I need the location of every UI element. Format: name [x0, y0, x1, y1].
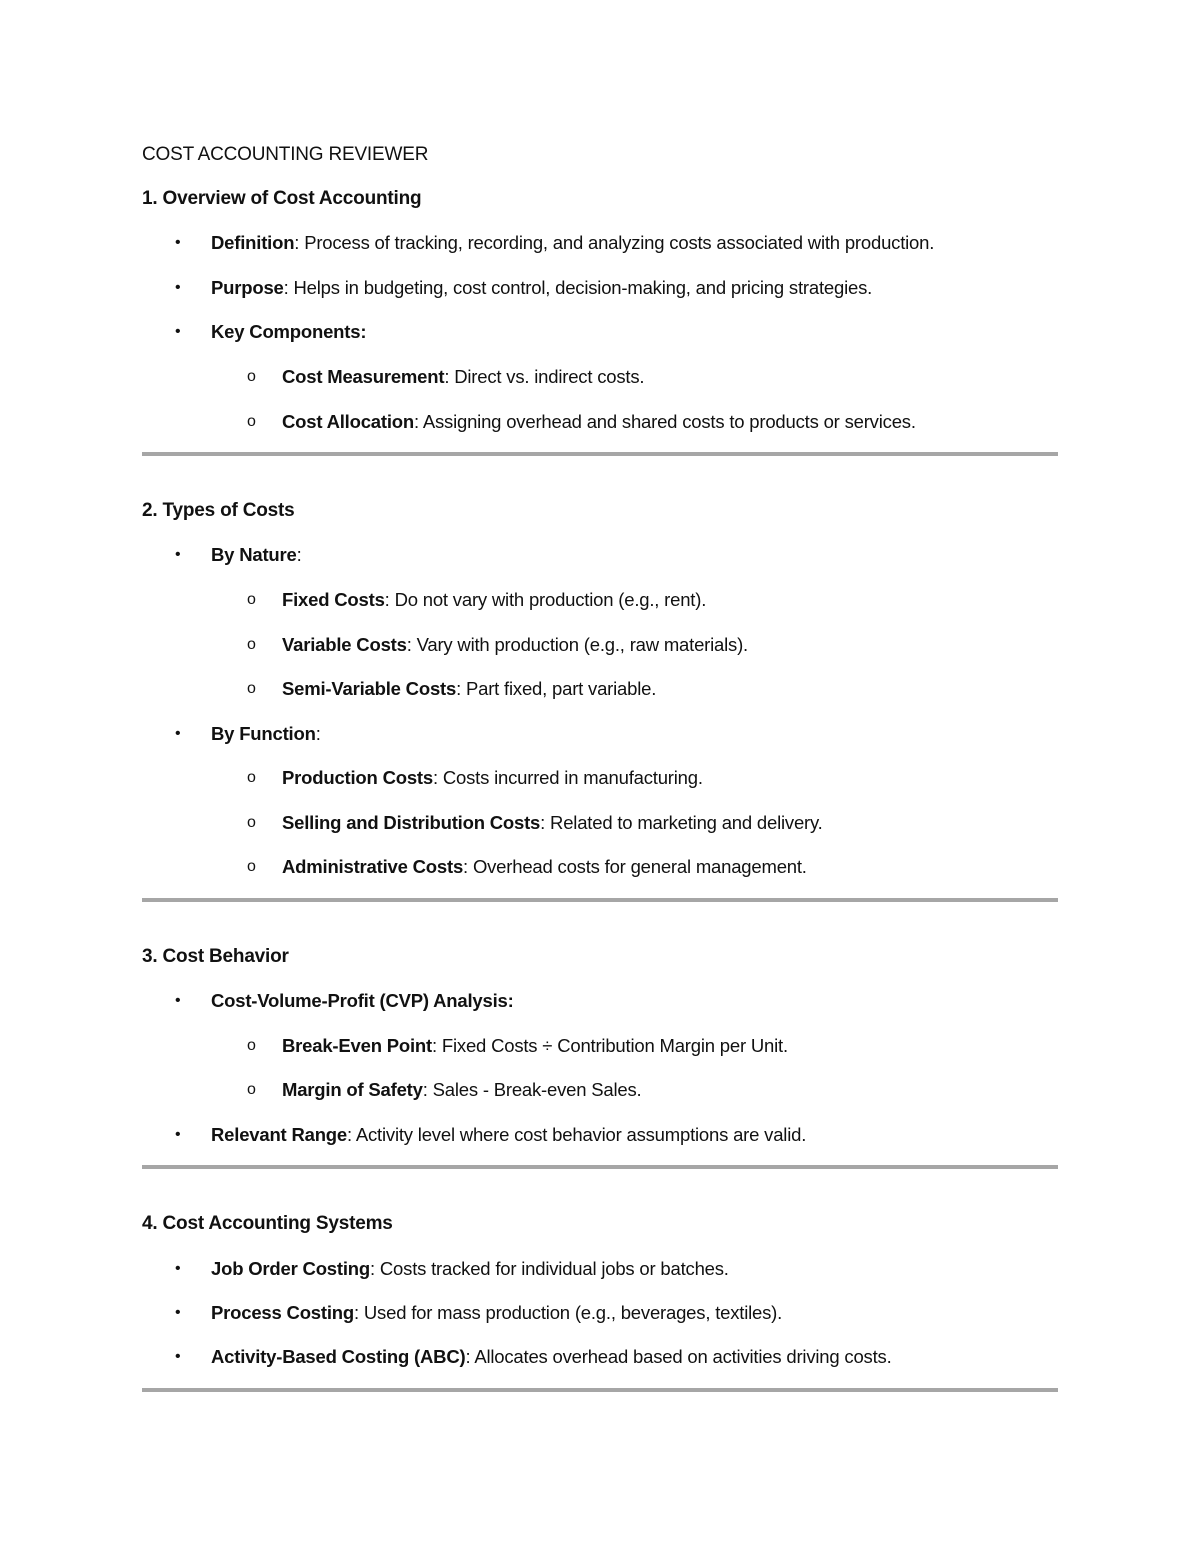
horizontal-rule [142, 1388, 1058, 1392]
item-term: Relevant Range [211, 1124, 347, 1145]
sub-list-item: o Break-Even Point: Fixed Costs ÷ Contribution Margin per Unit. [142, 1033, 1058, 1059]
sub-list-item: o Administrative Costs: Overhead costs for general management. [142, 854, 1058, 880]
item-term: Production Costs [282, 767, 433, 788]
item-term: Purpose [211, 277, 284, 298]
list-item: • By Function: [142, 721, 1058, 747]
list-item: • Purpose: Helps in budgeting, cost control, decision-making, and pricing strategies. [142, 275, 1058, 301]
bullet-icon: • [175, 279, 181, 296]
item-text: Do not vary with production (e.g., rent). [389, 589, 707, 610]
item-text: Costs tracked for individual jobs or batches. [374, 1258, 729, 1279]
item-text: Costs incurred in manufacturing. [437, 767, 703, 788]
circle-bullet-icon: o [247, 591, 256, 608]
bullet-icon: • [175, 323, 181, 340]
list-item [142, 319, 1058, 345]
item-term: Fixed Costs [282, 589, 385, 610]
item-text: Vary with production (e.g., raw materials). [411, 634, 748, 655]
bullet-icon: • [175, 546, 181, 563]
item-text: Used for mass production (e.g., beverages, textiles). [358, 1302, 783, 1323]
item-term: Definition [211, 232, 295, 253]
item-term: Process Costing [211, 1302, 354, 1323]
sub-list-item: o Production Costs: Costs incurred in manufacturing. [142, 765, 1058, 791]
bullet-icon: • [175, 1126, 181, 1143]
item-text: Helps in budgeting, cost control, decision-making, and pricing strategies. [288, 277, 873, 298]
sub-list-item: o Variable Costs: Vary with production (e.g., raw materials). [142, 632, 1058, 658]
list-item: • Job Order Costing: Costs tracked for individual jobs or batches. [142, 1256, 1058, 1282]
item-text: Assigning overhead and shared costs to products or services. [418, 411, 916, 432]
item-term: Semi-Variable Costs [282, 678, 457, 699]
sub-list-item: o Semi-Variable Costs: Part fixed, part variable. [142, 676, 1058, 702]
sub-list-item: o Cost Allocation: Assigning overhead and shared costs to products or services. [142, 409, 1058, 435]
list-item: • Relevant Range: Activity level where cost behavior assumptions are valid. [142, 1122, 1058, 1148]
section-heading-2: 2. Types of Costs [142, 500, 295, 521]
item-term: Administrative Costs [282, 856, 464, 877]
bullet-icon: • [175, 234, 181, 251]
item-text: Process of tracking, recording, and analyzing costs associated with production. [299, 232, 935, 253]
item-text: Activity level where cost behavior assumptions are valid. [351, 1124, 807, 1145]
item-term: Break-Even Point [282, 1035, 432, 1056]
item-term: Cost Measurement [282, 366, 445, 387]
circle-bullet-icon: o [247, 814, 256, 831]
section-heading-3: 3. Cost Behavior [142, 946, 289, 967]
list-item [142, 988, 1058, 1014]
list-item: • Activity-Based Costing (ABC): Allocates overhead based on activities driving costs. [142, 1344, 1058, 1370]
item-term: Margin of Safety [282, 1079, 423, 1100]
item-text: Allocates overhead based on activities driving costs. [470, 1346, 892, 1367]
item-text: Direct vs. indirect costs. [449, 366, 645, 387]
circle-bullet-icon: o [247, 368, 256, 385]
circle-bullet-icon: o [247, 858, 256, 875]
sub-list-item: o Margin of Safety: Sales - Break-even Sales. [142, 1077, 1058, 1103]
item-text: Sales - Break-even Sales. [427, 1079, 642, 1100]
item-term: Key Components: [211, 321, 367, 342]
item-text: Part fixed, part variable. [461, 678, 657, 699]
document-title: COST ACCOUNTING REVIEWER [142, 144, 429, 165]
sub-list-item: o Fixed Costs: Do not vary with production (e.g., rent). [142, 587, 1058, 613]
circle-bullet-icon: o [247, 636, 256, 653]
circle-bullet-icon: o [247, 680, 256, 697]
item-term: By Nature [211, 544, 297, 565]
item-term: Cost Allocation [282, 411, 414, 432]
item-text: Related to marketing and delivery. [545, 812, 823, 833]
list-item: • By Nature: [142, 542, 1058, 568]
list-item: • Definition: Process of tracking, recording, and analyzing costs associated with production. [142, 230, 1058, 256]
bullet-icon: • [175, 1304, 181, 1321]
bullet-icon: • [175, 725, 181, 742]
item-text: Overhead costs for general management. [468, 856, 807, 877]
item-term: Cost-Volume-Profit (CVP) Analysis: [211, 990, 514, 1011]
bullet-icon: • [175, 1260, 181, 1277]
item-term: By Function [211, 723, 316, 744]
sub-list-item: o Cost Measurement: Direct vs. indirect costs. [142, 364, 1058, 390]
circle-bullet-icon: o [247, 413, 256, 430]
item-term: Activity-Based Costing (ABC) [211, 1346, 466, 1367]
section-heading-4: 4. Cost Accounting Systems [142, 1213, 393, 1234]
circle-bullet-icon: o [247, 769, 256, 786]
item-term: Variable Costs [282, 634, 407, 655]
sub-list-item: o Selling and Distribution Costs: Related to marketing and delivery. [142, 810, 1058, 836]
item-text: Fixed Costs ÷ Contribution Margin per Unit. [436, 1035, 788, 1056]
circle-bullet-icon: o [247, 1081, 256, 1098]
list-item: • Process Costing: Used for mass production (e.g., beverages, textiles). [142, 1300, 1058, 1326]
item-term: Selling and Distribution Costs [282, 812, 541, 833]
bullet-icon: • [175, 1348, 181, 1365]
item-term: Job Order Costing [211, 1258, 370, 1279]
section-heading-1: 1. Overview of Cost Accounting [142, 188, 422, 209]
circle-bullet-icon: o [247, 1037, 256, 1054]
bullet-icon: • [175, 992, 181, 1009]
